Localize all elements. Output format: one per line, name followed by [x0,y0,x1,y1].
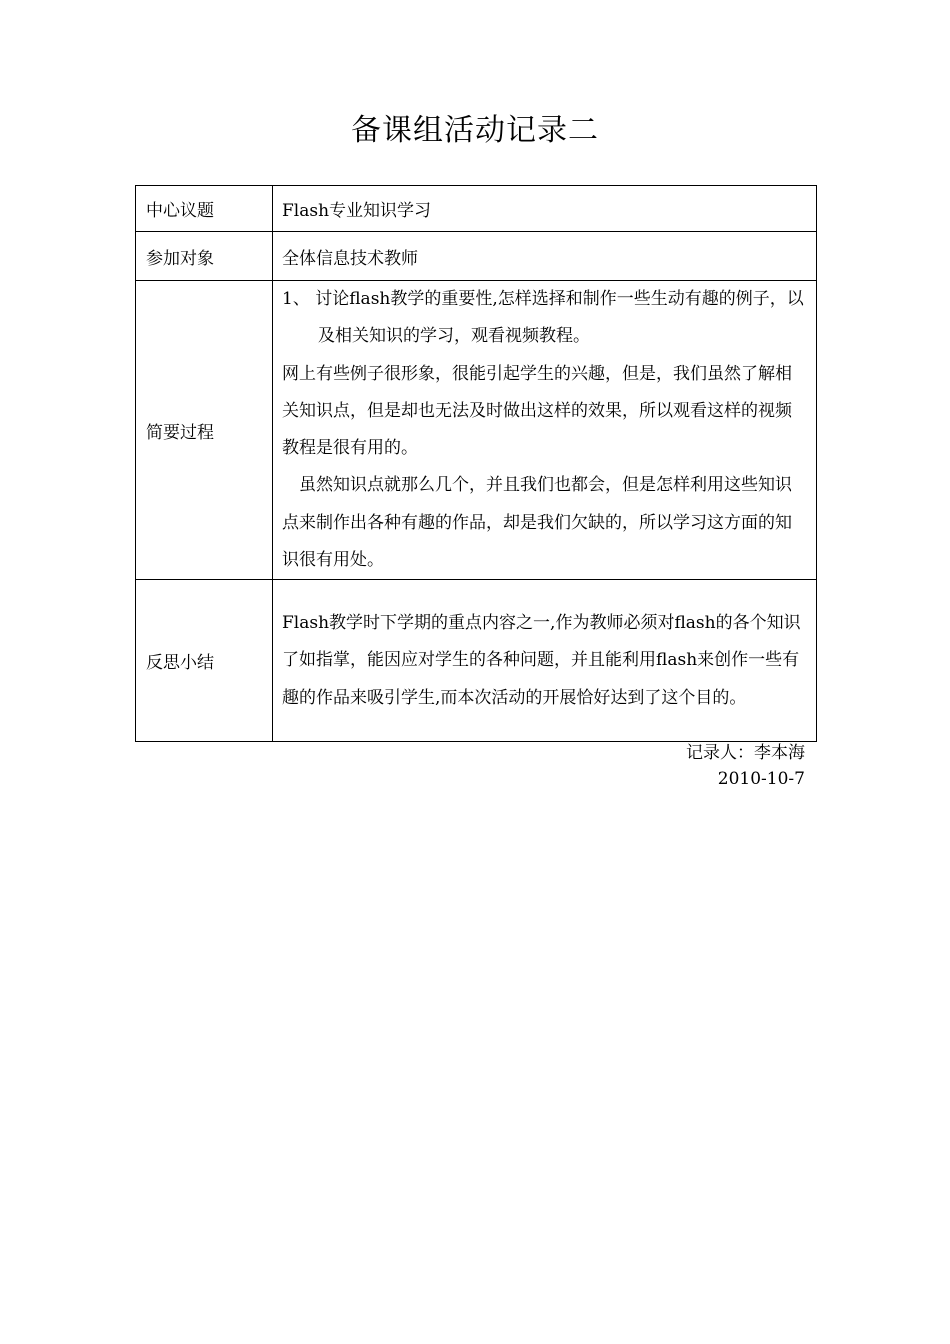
participants-value: 全体信息技术教师 [273,232,817,281]
record-date: 2010-10-7 [717,769,805,789]
process-item-1: 1、 讨论flash教学的重要性,怎样选择和制作一些生动有趣的例子，以及相关知识的学习，观看视频教程。 [282,289,804,347]
reflection-text: Flash教学时下学期的重点内容之一,作为教师必须对flash的各个知识了如指掌，能因应对学生的各种问题，并且能利用flash来创作一些有趣的作品来吸引学生,而本次活动的开展恰好达到了这个目的。 [282,612,801,708]
topic-value: Flash专业知识学习 [273,186,817,232]
process-cell [273,281,817,580]
process-paragraph-2: 网上有些例子很形象，很能引起学生的兴趣，但是，我们虽然了解相关知识点，但是却也无法及时做出这样的效果，所以观看这样的视频教程是很有用的。 [282,363,792,459]
reflection-label: 反思小结 [136,580,273,742]
topic-label: 中心议题 [136,186,273,232]
participants-label: 参加对象 [136,232,273,281]
table-row-reflection [136,580,817,742]
reflection-cell [273,580,817,742]
table-row-participants [136,232,817,281]
process-label: 简要过程 [136,281,273,580]
table-row-process [136,281,817,580]
activity-record-table [135,185,817,742]
process-paragraph-3: 虽然知识点就那么几个，并且我们也都会，但是怎样利用这些知识点来制作出各种有趣的作品，却是我们欠缺的，所以学习这方面的知识很有用处。 [282,475,792,571]
page-title: 备课组活动记录二 [351,113,599,148]
table-row-topic [136,186,817,232]
recorder-line: 记录人：李本海 [686,743,805,763]
